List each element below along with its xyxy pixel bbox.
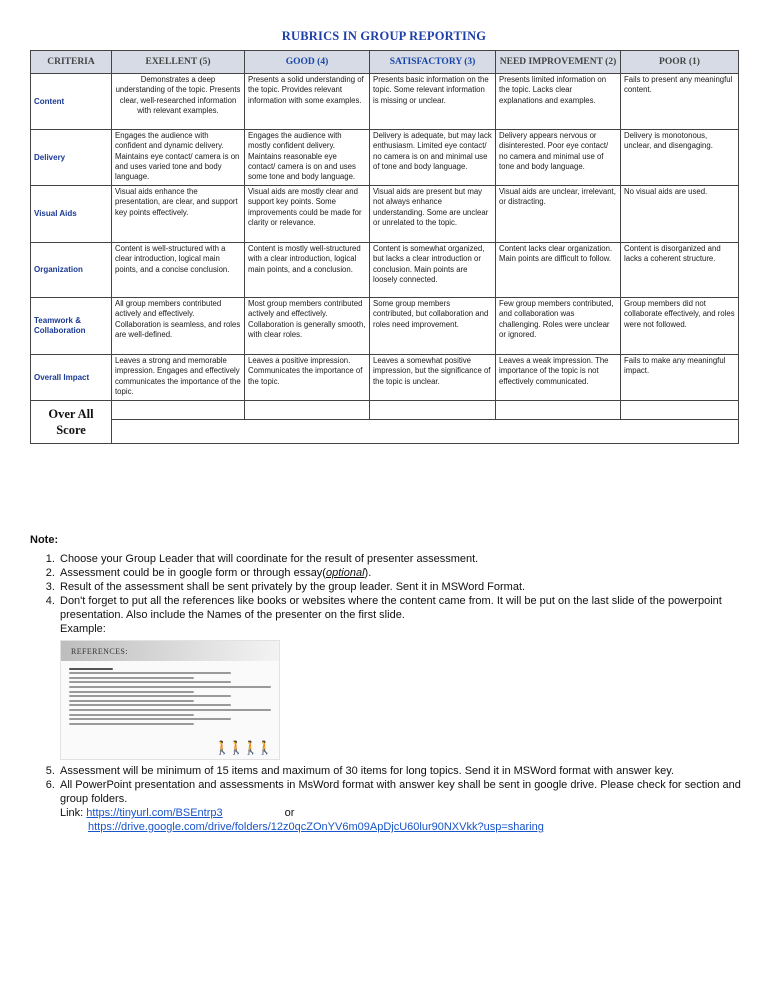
cell-content-satisfactory: Presents basic information on the topic. Some relevant information is missing or unclear. [370,74,496,130]
note-item-5: 5. Assessment will be minimum of 15 items and maximum of 30 items for long topics. Send it in MSWord format with answer key. [58,764,758,778]
note-item-6 [58,778,758,834]
score-cell-satisfactory[interactable] [370,401,496,420]
score-total-row [31,420,739,444]
table-row [31,186,739,243]
cell-impact-satisfactory: Leaves a somewhat positive impression, but the significance of the topic is unclear. [370,355,496,401]
criterion-visual-aids: Visual Aids [31,186,112,243]
overall-score-total-cell[interactable] [112,420,739,444]
or-text: or [284,807,295,819]
cell-visual-poor: No visual aids are used. [621,186,739,243]
header-need-improvement: NEED IMPROVEMENT (2) [496,51,621,74]
cell-impact-poor: Fails to make any meaningful impact. [621,355,739,401]
cell-content-excellent: Demonstrates a deep understanding of the topic. Presents clear, well-researched information with relevant examples. [112,74,245,130]
header-poor: POOR (1) [621,51,739,74]
people-icon: 🚶🚶🚶🚶 [214,740,271,755]
cell-organization-needs: Content lacks clear organization. Main points are difficult to follow. [496,243,621,298]
cell-visual-good: Visual aids are mostly clear and support key points. Some improvements could be made for clarity or relevance. [245,186,370,243]
cell-organization-poor: Content is disorganized and lacks a coherent structure. [621,243,739,298]
cell-delivery-poor: Delivery is monotonous, unclear, and disengaging. [621,130,739,186]
score-cell-excellent[interactable] [112,401,245,420]
optional-text: optional [325,567,365,579]
note-item-1: 1. Choose your Group Leader that will coordinate for the result of presenter assessment. [58,552,758,566]
cell-visual-satisfactory: Visual aids are present but may not always enhance understanding. Some are unclear or unrelated to the topic. [370,186,496,243]
references-image-title: REFERENCES: [71,647,128,656]
cell-organization-satisfactory: Content is somewhat organized, but lacks a clear introduction or conclusion. Main points are loosely connected. [370,243,496,298]
cell-teamwork-needs: Few group members contributed, and collaboration was challenging. Roles were unclear or ignored. [496,298,621,355]
score-cell-good[interactable] [245,401,370,420]
cell-organization-excellent: Content is well-structured with a clear introduction, logical main points, and a concise conclusion. [112,243,245,298]
header-satisfactory: SATISFACTORY (3) [370,51,496,74]
page-title: RUBRICS IN GROUP REPORTING [281,29,487,43]
criterion-delivery: Delivery [31,130,112,186]
references-example-image [60,640,280,760]
cell-teamwork-poor: Group members did not collaborate effectively, and roles were not followed. [621,298,739,355]
header-excellent: EXELLENT (5) [112,51,245,74]
note-item-3: 3. Result of the assessment shall be sent privately by the group leader. Sent it in MSWord Format. [58,580,758,594]
cell-teamwork-good: Most group members contributed actively and effectively. Collaboration is generally smooth, with clear roles. [245,298,370,355]
references-text-lines [69,665,271,727]
score-cell-needs[interactable] [496,401,621,420]
cell-impact-needs: Leaves a weak impression. The importance of the topic is not effectively communicated. [496,355,621,401]
rubric-table [30,50,739,444]
cell-teamwork-excellent: All group members contributed actively and effectively. Collaboration is seamless, and roles are well-defined. [112,298,245,355]
note-item-2 [58,566,758,580]
note-item-2-text: Assessment could be in google form or through essay( [60,567,326,579]
criterion-overall-impact: Overall Impact [31,355,112,401]
cell-content-needs: Presents limited information on the topic. Lacks clear explanations and examples. [496,74,621,130]
criterion-organization: Organization [31,243,112,298]
drive-link-line [60,820,758,834]
cell-impact-excellent: Leaves a strong and memorable impression. Engages and effectively communicates the importance of the topic. [112,355,245,401]
cell-impact-good: Leaves a positive impression. Communicates the importance of the topic. [245,355,370,401]
link-label: Link: [60,807,87,819]
note-item-6-text: All PowerPoint presentation and assessments in MsWord format with answer key shall be sent in google drive. Please check for section and group folders. [60,779,741,805]
header-good: GOOD (4) [245,51,370,74]
note-heading: Note: [30,534,59,546]
tinyurl-link[interactable]: https://tinyurl.com/BSEntrp3 [86,807,223,819]
overall-score-label: Over All Score [31,401,112,444]
criterion-content: Content [31,74,112,130]
cell-delivery-good: Engages the audience with mostly confident delivery. Maintains reasonable eye contact/ camera is on and uses some tone and body language. [245,130,370,186]
notes-list [38,552,758,834]
table-row [31,243,739,298]
example-label: Example: [60,623,106,635]
table-row [31,355,739,401]
cell-visual-excellent: Visual aids enhance the presentation, are clear, and support key points effectively. [112,186,245,243]
note-item-4 [58,594,758,760]
score-cell-poor[interactable] [621,401,739,420]
table-row [31,74,739,130]
cell-content-good: Presents a solid understanding of the topic. Provides relevant information with some examples. [245,74,370,130]
table-row [31,298,739,355]
cell-visual-needs: Visual aids are unclear, irrelevant, or distracting. [496,186,621,243]
criterion-teamwork: Teamwork & Collaboration [31,298,112,355]
cell-teamwork-satisfactory: Some group members contributed, but collaboration and roles need improvement. [370,298,496,355]
cell-content-poor: Fails to present any meaningful content. [621,74,739,130]
cell-delivery-excellent: Engages the audience with confident and dynamic delivery. Maintains eye contact/ camera is on and uses varied tone and body language. [112,130,245,186]
cell-organization-good: Content is mostly well-structured with a clear introduction, logical main points, and a conclusion. [245,243,370,298]
note-item-2-end: ). [364,567,372,579]
score-row [31,401,739,420]
table-header-row [31,51,739,74]
link-row [60,806,758,820]
cell-delivery-needs: Delivery appears nervous or disinterested. Poor eye contact/ no camera and minimal use of tone and body language. [496,130,621,186]
google-drive-link[interactable]: https://drive.google.com/drive/folders/12z0qcZOnYV6m09ApDjcU60lur90NXVkk?usp=sharing [88,821,544,833]
table-row [31,130,739,186]
header-criteria: CRITERIA [31,51,112,74]
note-item-4-text: Don't forget to put all the references like books or websites where the content came from. It will be put on the last slide of the powerpoint presentation. Also include the Names of the presenter on the first slide. [60,595,722,621]
cell-delivery-satisfactory: Delivery is adequate, but may lack enthusiasm. Limited eye contact/ no camera is on and minimal use of tone and body language. [370,130,496,186]
